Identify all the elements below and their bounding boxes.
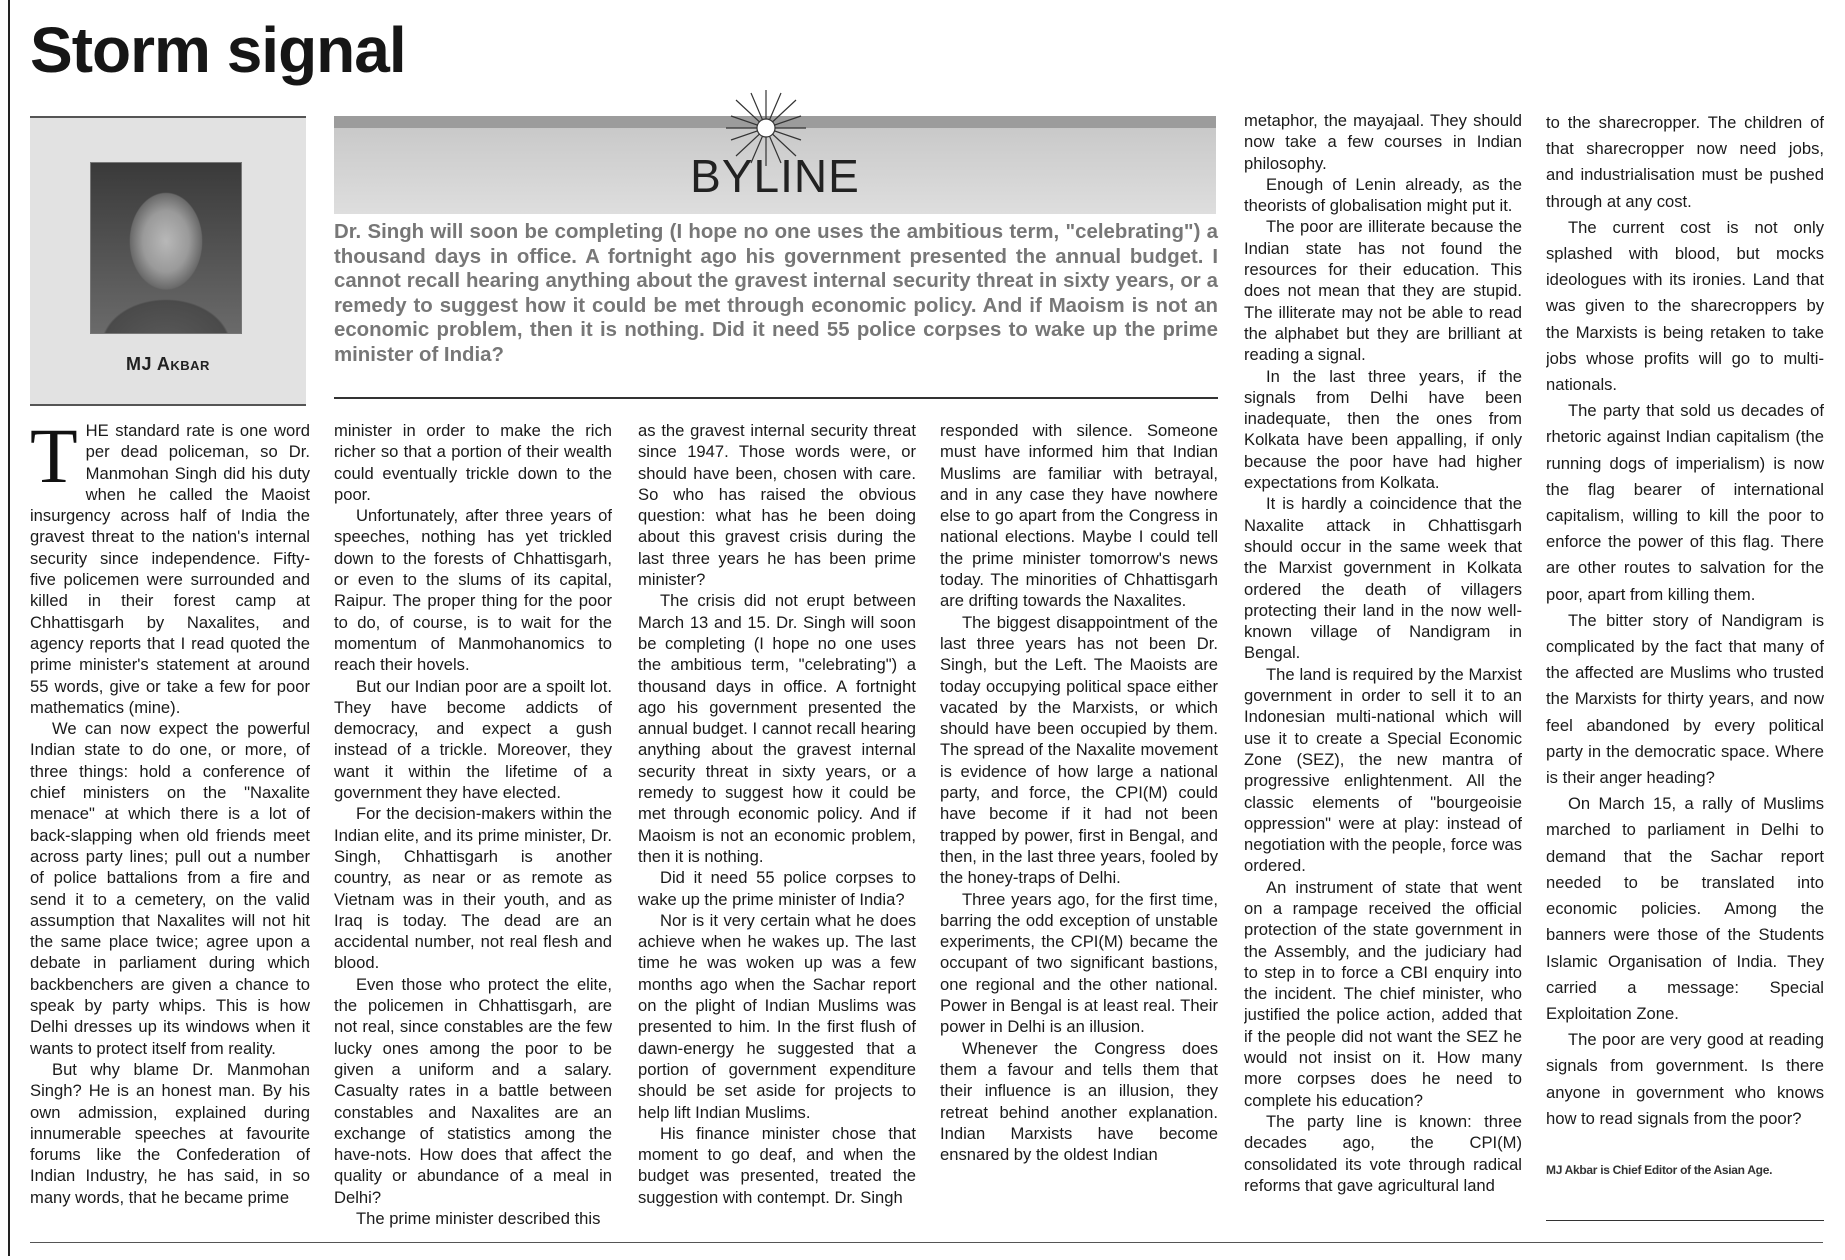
article-paragraph: The party line is known: three decades ago, the CPI(M) consolidated its vote through radical reforms that gave agricultural land bbox=[1244, 1111, 1522, 1195]
article-paragraph: THE standard rate is one word per dead policeman, so Dr. Manmohan Singh did his duty when he called the Maoist insurgency across half of India the gravest threat to the nation's internal security since independence. Fifty-five policemen were surrounded and killed in their forest camp at Chhattisgarh by Naxalites, and agency reports that I read quoted the prime minister's statement at around 55 words, give or take a few for poor mathematics (mine). bbox=[30, 420, 310, 717]
article-paragraph: His finance minister chose that moment to go deaf, and when the budget was presented, treated the suggestion with contempt. Dr. Singh bbox=[638, 1123, 916, 1207]
article-paragraph: An instrument of state that went on a rampage received the official protection of the state government in the Assembly, and the judiciary had to step in to force a CBI enquiry into the incident. The chief minister, who justified the police action, added that if the people did not want the SEZ he would not insist on it. How many more corpses does he need to complete his education? bbox=[1244, 877, 1522, 1110]
standfirst-rule bbox=[334, 397, 1218, 399]
article-column-2 bbox=[334, 420, 612, 1260]
article-column-6 bbox=[1546, 110, 1824, 1150]
article-paragraph: The prime minister described this bbox=[356, 1208, 601, 1228]
article-paragraph: The current cost is not only splashed with blood, but mocks ideologues with its ironies. Land that was given to the sharecroppers by the Marxists is being retaken to take jobs whose profits will go to multi-nationals. bbox=[1546, 217, 1824, 395]
article-paragraph: But our Indian poor are a spoilt lot. They have become addicts of democracy, and expect a gush instead of a trickle. Moreover, they want it within the lifetime of a government they have elected. bbox=[334, 676, 612, 803]
article-paragraph: Unfortunately, after three years of speeches, nothing has yet trickled down to the forests of Chhattisgarh, or even to the slums of its capital, Raipur. The proper thing for the poor to do, of course, is to wait for the momentum of Manmohanomics to reach their hovels. bbox=[334, 506, 612, 675]
article-paragraph: as the gravest internal security threat since 1947. Those words were, or should have been, chosen with care. So who has raised the obvious question: what has he been doing about this gravest crisis during the last three years he has been prime minister? bbox=[638, 421, 916, 590]
page-bottom-rule bbox=[30, 1242, 1823, 1243]
article-paragraph: But why blame Dr. Manmohan Singh? He is an honest man. By his own admission, explained during innumerable speeches at favourite forums like the Confederation of Indian Industry, he has said, in so many words, that he became prime bbox=[30, 1059, 310, 1207]
author-photo bbox=[90, 162, 242, 334]
article-paragraph: The bitter story of Nandigram is complicated by the fact that many of the affected are Muslims who trusted the Marxists for thirty years, and now feel abandoned by every political party in the democratic space. Where is their anger heading? bbox=[1546, 610, 1824, 788]
article-paragraph: The poor are very good at reading signals from government. Is there anyone in government who knows how to read signals from the poor? bbox=[1546, 1030, 1824, 1128]
page-margin-rule bbox=[8, 0, 10, 1256]
article-paragraph: Whenever the Congress does them a favour and tells them that their influence is an illusion, they retreat behind another explanation. Indian Marxists have become ensnared by the oldest Indian bbox=[940, 1038, 1218, 1165]
article-paragraph: The crisis did not erupt between March 13 and 15. Dr. Singh will soon be completing (I hope no one uses the ambitious term, "celebrating") a thousand days in office. A fortnight ago his government presented the annual budget. I cannot recall hearing anything about the gravest internal security threat in sixty years, or a remedy to suggest how it could be met through economic policy. And if Maoism is not an economic problem, then it is nothing. bbox=[638, 591, 916, 866]
byline-label-text: BYLINE bbox=[690, 150, 860, 202]
article-paragraph: Nor is it very certain what he does achieve when he wakes up. The last time he was woken up was a few months ago when the Sachar report on the plight of Indian Muslims was presented to him. In the first flush of dawn-energy he suggested that a portion of government expenditure should be set aside for projects to help lift Indian Muslims. bbox=[638, 910, 916, 1122]
article-column-1 bbox=[30, 420, 310, 1260]
article-column-5 bbox=[1244, 110, 1522, 1260]
drop-cap: T bbox=[30, 420, 78, 499]
article-column-4 bbox=[940, 420, 1218, 1260]
article-paragraph: The biggest disappointment of the last three years has not been Dr. Singh, but the Left. The Maoists are today occupying political space either vacated by the Marxists, or which should have been occupied by them. The spread of the Naxalite movement is evidence of how large a national party, and force, the CPI(M) could have become if it had not been trapped by power, first in Bengal, and then, in the last three years, fooled by the honey-traps of Delhi. bbox=[940, 612, 1218, 888]
article-column-3 bbox=[638, 420, 916, 1260]
author-credit: MJ Akbar is Chief Editor of the Asian Age. bbox=[1546, 1163, 1773, 1177]
article-paragraph: In the last three years, if the signals from Delhi have been inadequate, then the ones from Kolkata have been appalling, if only because the poor have had higher expectations from Kolkata. bbox=[1244, 366, 1522, 493]
star-burst-icon bbox=[716, 88, 816, 168]
article-paragraph: The party that sold us decades of rhetoric against Indian capitalism (the running dogs of imperialism) is now the flag bearer of international capitalism, willing to kill the poor to enforce the power of this flag. There are other routes to salvation for the poor, apart from killing them. bbox=[1546, 401, 1824, 604]
article-paragraph: minister in order to make the rich richer so that a portion of their wealth could eventually trickle down to the poor. bbox=[334, 421, 612, 504]
author-box bbox=[30, 116, 306, 406]
headline: Storm signal bbox=[30, 14, 406, 86]
article-paragraph: On March 15, a rally of Muslims marched to parliament in Delhi to demand that the Sachar report needed to be translated into economic policies. Among the banners were those of the Students Islamic Organisation of India. They carried a message: Special Exploitation Zone. bbox=[1546, 794, 1824, 1023]
article-paragraph: It is hardly a coincidence that the Naxalite attack in Chhattisgarh should occur in the same week that the Marxist government in Kolkata ordered the death of villagers protecting their land in the now well-known village of Nandigram in Bengal. bbox=[1244, 494, 1522, 663]
article-paragraph: Three years ago, for the first time, barring the odd exception of unstable experiments, the CPI(M) became the occupant of two significant bastions, one regional and the other national. Power in Bengal is at least real. Their power in Delhi is an illusion. bbox=[940, 889, 1218, 1037]
article-paragraph: Enough of Lenin already, as the theorists of globalisation might put it. bbox=[1244, 174, 1522, 216]
article-paragraph: responded with silence. Someone must have informed him that Indian Muslims are familiar with betrayal, and in any case they have nowhere else to go apart from the Congress in national elections. Maybe I could tell the prime minister tomorrow's news today. The minorities of Chhattisgarh are drifting towards the Naxalites. bbox=[940, 421, 1218, 611]
article-paragraph: to the sharecropper. The children of that sharecropper now need jobs, and industrialisation must be pushed through at any cost. bbox=[1546, 113, 1824, 211]
article-paragraph: We can now expect the powerful Indian state to do one, or more, of three things: hold a conference of chief ministers on the "Naxalite menace" at which there is a lot of back-slapping when old friends meet across party lines; pull out a number of police battalions from a fire and send it to a cemetery, on the valid assumption that Naxalites will not hit the same place twice; agree upon a debate in parliament during which backbenchers are given a chance to speak by party whips. This is how Delhi dresses up its windows when it wants to protect itself from reality. bbox=[30, 719, 310, 1058]
author-name: MJ Akbar bbox=[126, 354, 210, 374]
article-paragraph: The poor are illiterate because the Indian state has not found the resources for their education. This does not mean that they are stupid. The illiterate may not be able to read the alphabet but they are brilliant at reading a signal. bbox=[1244, 217, 1522, 365]
credit-rule bbox=[1546, 1220, 1824, 1221]
article-paragraph: metaphor, the mayajaal. They should now take a few courses in Indian philosophy. bbox=[1244, 111, 1522, 173]
article-paragraph: For the decision-makers within the Indian elite, and its prime minister, Dr. Singh, Chhattisgarh is another country, as near or as remote as Vietnam was in their youth, and as Iraq is today. The dead are an accidental number, not real flesh and blood. bbox=[334, 804, 612, 973]
article-paragraph: Did it need 55 police corpses to wake up the prime minister of India? bbox=[638, 868, 916, 909]
article-paragraph: Even those who protect the elite, the policemen in Chhattisgarh, are not real, since constables are the few lucky ones among the poor to be given a uniform and a salary. Casualty rates in a battle between constables and Naxalites are an exchange of statistics among the have-nots. How does that affect the quality or abundance of a meal in Delhi? bbox=[334, 974, 612, 1207]
standfirst: Dr. Singh will soon be completing (I hope no one uses the ambitious term, "celebrating") a thousand days in office. A fortnight ago his government presented the annual budget. I cannot recall hearing anything about the gravest internal security threat in sixty years, or a remedy to suggest how it could be met through economic policy. And if Maoism is not an economic problem, then it is nothing. Did it need 55 police corpses to wake up the prime minister of India? bbox=[334, 221, 1218, 366]
article-paragraph: The land is required by the Marxist government in order to sell it to an Indonesian multi-national which will use it to create a Special Economic Zone (SEZ), the new mantra of progressive enlightenment. All the classic elements of "bourgeoisie oppression" were at play: instead of negotiation with the people, force was ordered. bbox=[1244, 664, 1522, 876]
